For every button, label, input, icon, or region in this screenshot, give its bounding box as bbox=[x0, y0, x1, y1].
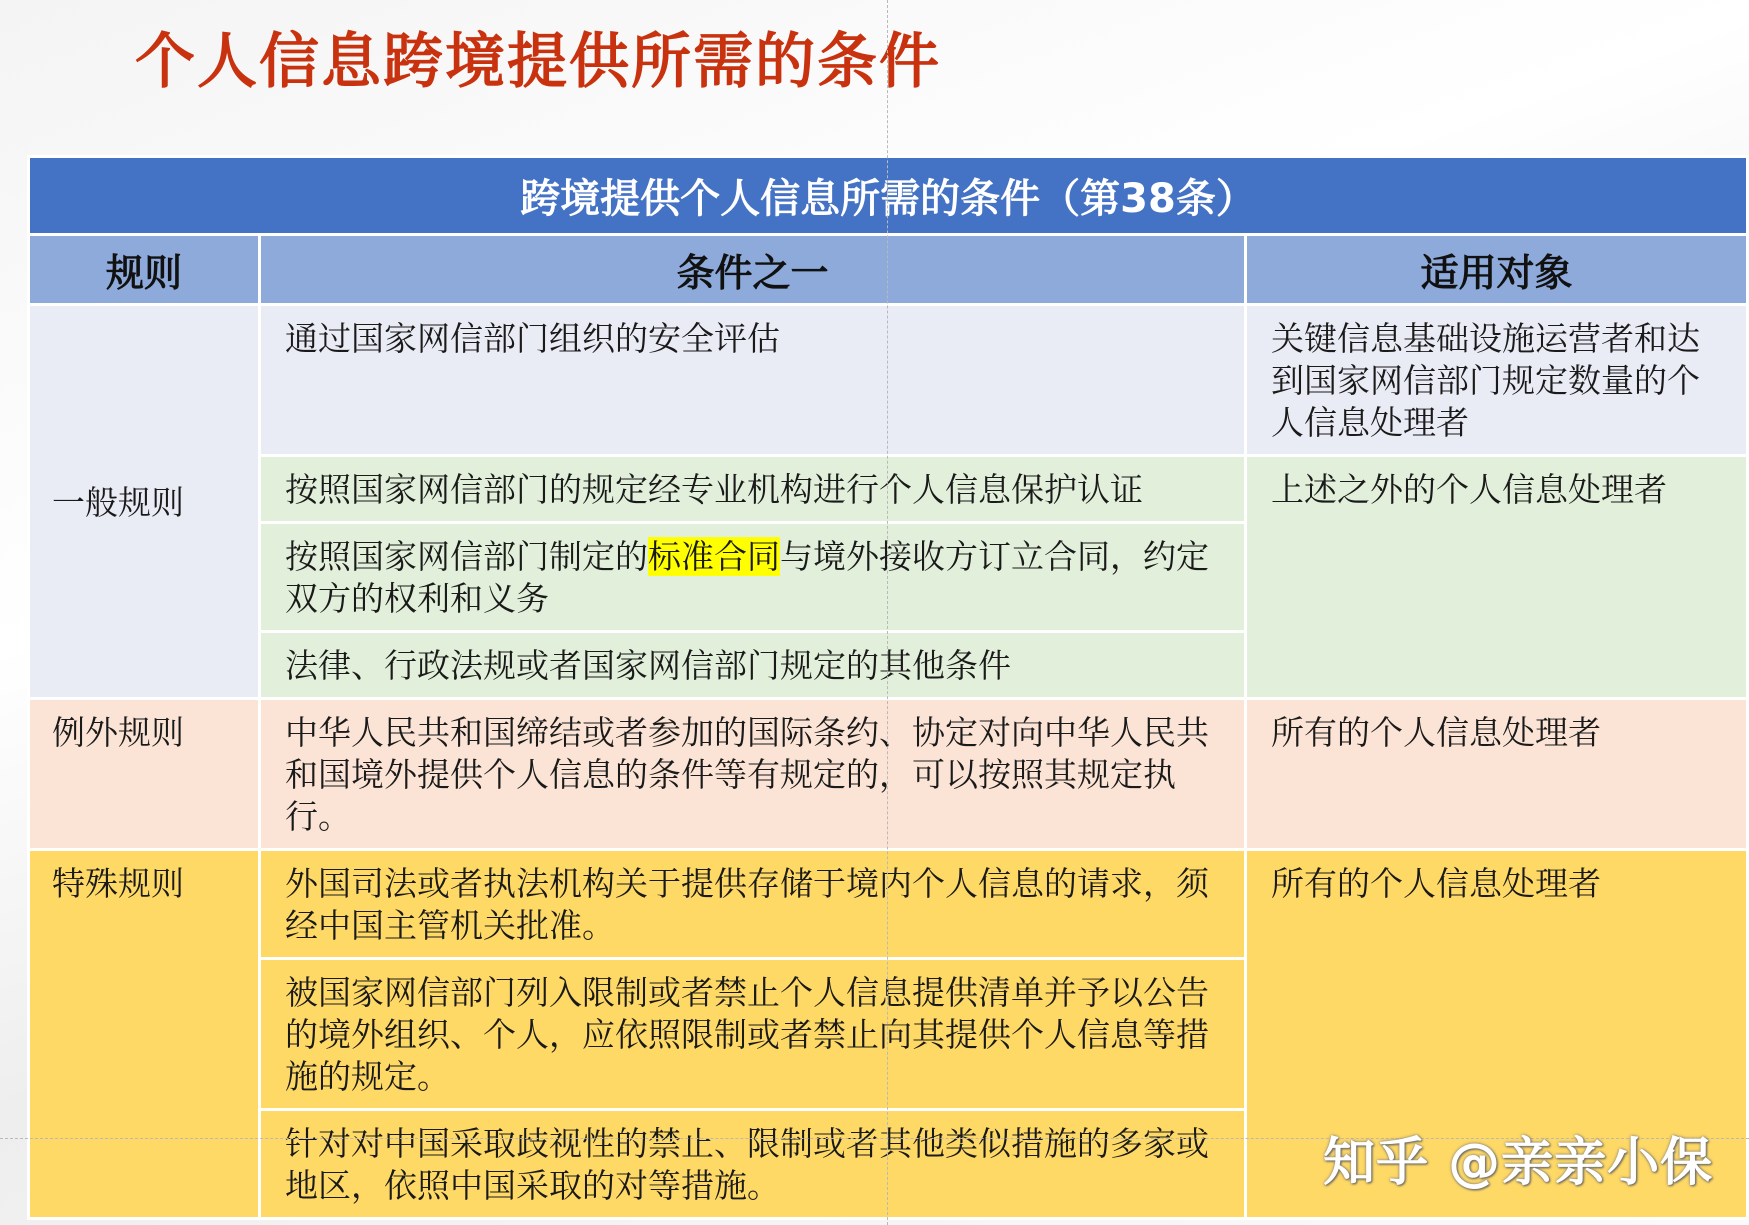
condition-general-1: 通过国家网信部门组织的安全评估 bbox=[260, 305, 1246, 456]
condition-general-2: 按照国家网信部门的规定经专业机构进行个人信息保护认证 bbox=[260, 456, 1246, 523]
condition-special-3: 针对对中国采取歧视性的禁止、限制或者其他类似措施的多家或地区，依照中国采取的对等措施。 bbox=[260, 1110, 1246, 1219]
rule-exception: 例外规则 bbox=[29, 699, 260, 850]
header-target: 适用对象 bbox=[1246, 235, 1748, 305]
table-header-row bbox=[29, 235, 1748, 305]
condition-special-2: 被国家网信部门列入限制或者禁止个人信息提供清单并予以公告的境外组织、个人，应依照限制或者禁止向其提供个人信息等措施的规定。 bbox=[260, 959, 1246, 1110]
table-row bbox=[29, 456, 1748, 523]
table-banner: 跨境提供个人信息所需的条件（第38条） bbox=[29, 157, 1748, 235]
target-general-2: 上述之外的个人信息处理者 bbox=[1246, 456, 1748, 699]
table-row bbox=[29, 699, 1748, 850]
condition-special-1: 外国司法或者执法机构关于提供存储于境内个人信息的请求，须经中国主管机关批准。 bbox=[260, 850, 1246, 959]
rule-special: 特殊规则 bbox=[29, 850, 260, 1219]
table-row bbox=[29, 305, 1748, 456]
table-row bbox=[29, 850, 1748, 959]
table-banner-row bbox=[29, 157, 1748, 235]
rule-general: 一般规则 bbox=[29, 305, 260, 699]
page-title: 个人信息跨境提供所需的条件 bbox=[135, 27, 941, 97]
target-general-1: 关键信息基础设施运营者和达到国家网信部门规定数量的个人信息处理者 bbox=[1246, 305, 1748, 456]
header-condition: 条件之一 bbox=[260, 235, 1246, 305]
target-special: 所有的个人信息处理者 bbox=[1246, 850, 1748, 1219]
condition-general-4: 法律、行政法规或者国家网信部门规定的其他条件 bbox=[260, 632, 1246, 699]
target-exception: 所有的个人信息处理者 bbox=[1246, 699, 1748, 850]
condition-general-3 bbox=[260, 523, 1246, 632]
watermark: 知乎 @亲亲小保 bbox=[1323, 1133, 1714, 1193]
header-rule: 规则 bbox=[29, 235, 260, 305]
condition-text: 按照国家网信部门制定的 bbox=[285, 537, 648, 576]
condition-text: 与境外接收方订立合同，约定双方的权利和义务 bbox=[285, 537, 1209, 618]
condition-exception: 中华人民共和国缔结或者参加的国际条约、协定对向中华人民共和国境外提供个人信息的条件等有规定的，可以按照其规定执行。 bbox=[260, 699, 1246, 850]
highlighted-term: 标准合同 bbox=[648, 537, 780, 576]
conditions-table bbox=[27, 155, 1749, 1220]
